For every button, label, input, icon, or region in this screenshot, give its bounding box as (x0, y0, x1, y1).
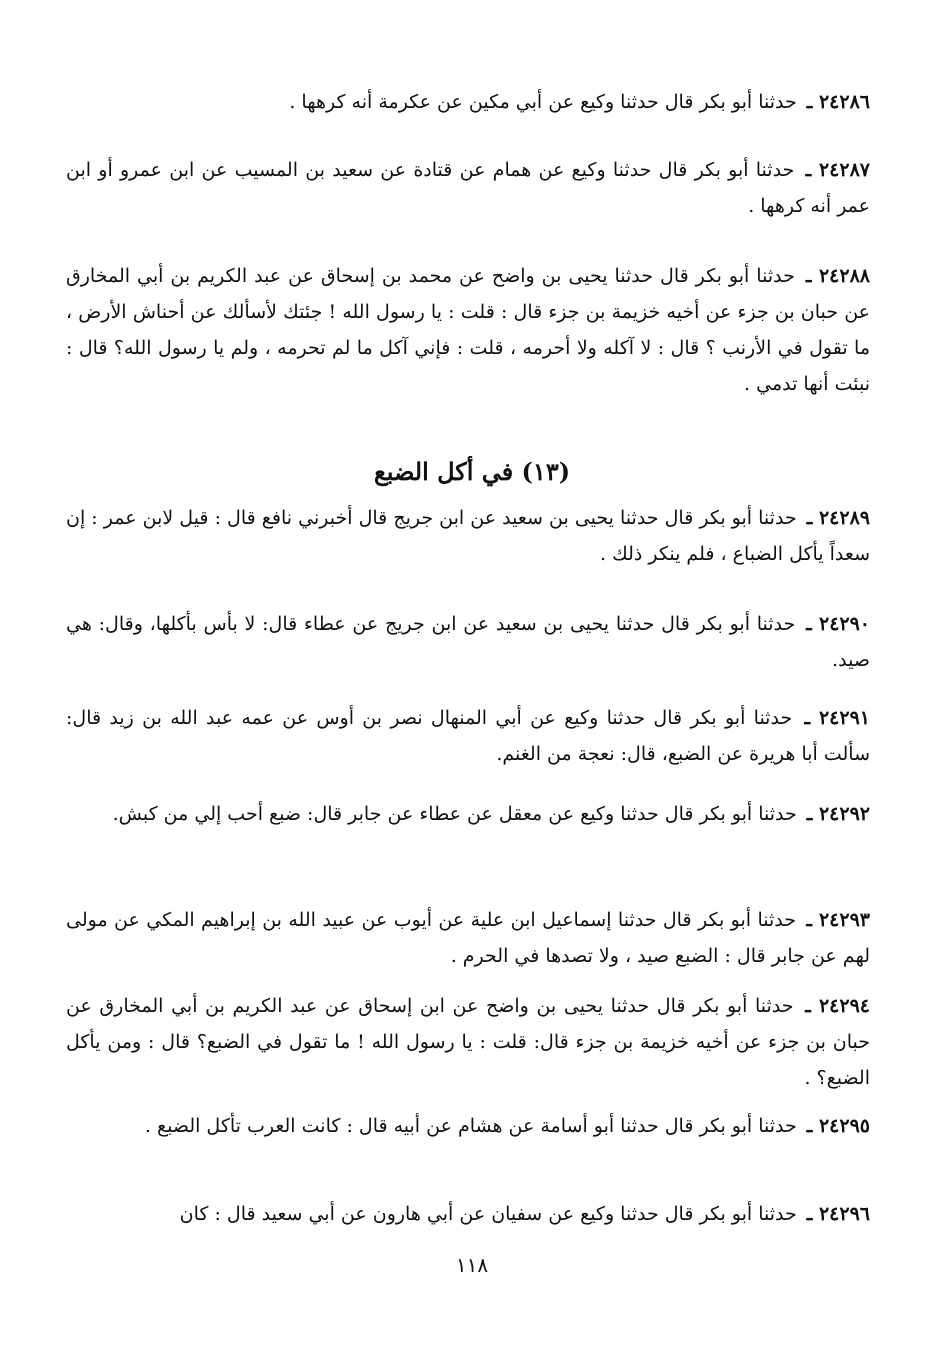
hadith-text: حدثنا أبو بكر قال حدثنا يحيى بن واضح عن ابن إسحاق عن عبد الكريم بن أبي المخارق عن حبان بن جزء عن أخيه خزيمة بن جزء قال: قلت : يا رسول الله ! ما تقول في الضبع؟ قال : ومن يأكل الضبع؟ . (66, 995, 870, 1089)
hadith-24291 (66, 700, 870, 772)
hadith-text: حدثنا أبو بكر قال حدثنا إسماعيل ابن علية عن أيوب عن عبيد الله بن إبراهيم المكي عن مولى لهم عن جابر قال : الضبع صيد ، ولا تصدها في الحرم . (66, 909, 870, 967)
hadith-number: ٢٤٢٩٢ ـ (806, 803, 870, 825)
hadith-number: ٢٤٢٨٧ ـ (805, 159, 870, 181)
hadith-number: ٢٤٢٩٦ ـ (806, 1203, 870, 1225)
hadith-24288 (66, 258, 870, 402)
hadith-number: ٢٤٢٨٨ ـ (805, 265, 870, 287)
hadith-text: حدثنا أبو بكر قال حدثنا وكيع عن سفيان عن أبي هارون عن أبي سعيد قال : كان (179, 1203, 797, 1225)
hadith-text: حدثنا أبو بكر قال حدثنا يحيى بن واضح عن محمد بن إسحاق عن عبد الكريم بن أبي المخارق عن حبان بن جزء عن أخيه خزيمة بن جزء قال : قلت : يا رسول الله ! جئتك لأسألك عن أحناش الأرض ، ما تقول في الأرنب ؟ قال : لا آكله ولا أحرمه ، قلت : فإني آكل ما لم تحرمه ، ولم يا رسول الله؟ قال : نبئت أنها تدمي . (66, 265, 870, 395)
hadith-24293 (66, 902, 870, 974)
hadith-number: ٢٤٢٨٩ ـ (806, 507, 870, 529)
hadith-24287 (66, 152, 870, 224)
page-number: ١١٨ (455, 1253, 489, 1277)
hadith-number: ٢٤٢٩٤ ـ (805, 995, 870, 1017)
hadith-number: ٢٤٢٩٣ ـ (806, 909, 870, 931)
hadith-text: حدثنا أبو بكر قال حدثنا يحيى بن سعيد عن ابن جريج قال أخبرني نافع قال : قيل لابن عمر : إن سعداً يأكل الضباع ، فلم ينكر ذلك . (66, 507, 870, 565)
hadith-24290 (66, 606, 870, 678)
hadith-24296 (66, 1196, 870, 1232)
hadith-24286 (66, 84, 870, 120)
hadith-text: حدثنا أبو بكر قال حدثنا وكيع عن همام عن قتادة عن سعيد بن المسيب عن ابن عمرو أو ابن عمر أنه كرهها . (66, 159, 870, 217)
hadith-24292 (66, 796, 870, 832)
hadith-text: حدثنا أبو بكر قال حدثنا وكيع عن أبي مكين عن عكرمة أنه كرهها . (289, 91, 797, 113)
hadith-text: حدثنا أبو بكر قال حدثنا يحيى بن سعيد عن ابن جريج عن عطاء قال: لا بأس بأكلها، وقال: هي صيد. (66, 613, 870, 671)
hadith-number: ٢٤٢٩٠ ـ (806, 613, 871, 635)
hadith-24289 (66, 500, 870, 572)
hadith-text: حدثنا أبو بكر قال حدثنا أبو أسامة عن هشام عن أبيه قال : كانت العرب تأكل الضبع . (144, 1115, 797, 1137)
hadith-number: ٢٤٢٩١ ـ (804, 707, 870, 729)
hadith-text: حدثنا أبو بكر قال حدثنا وكيع عن معقل عن عطاء عن جابر قال: ضبع أحب إلي من كبش. (112, 803, 797, 825)
hadith-number: ٢٤٢٩٥ ـ (806, 1115, 870, 1137)
hadith-24295 (66, 1108, 870, 1144)
hadith-number: ٢٤٢٨٦ ـ (806, 91, 870, 113)
section-title: (١٣) في أكل الضبع (373, 457, 571, 486)
hadith-24294 (66, 988, 870, 1096)
hadith-text: حدثنا أبو بكر قال حدثنا وكيع عن أبي المنهال نصر بن أوس عن عمه عبد الله بن زيد قال: سألت أبا هريرة عن الضبع، قال: نعجة من الغنم. (66, 707, 870, 765)
